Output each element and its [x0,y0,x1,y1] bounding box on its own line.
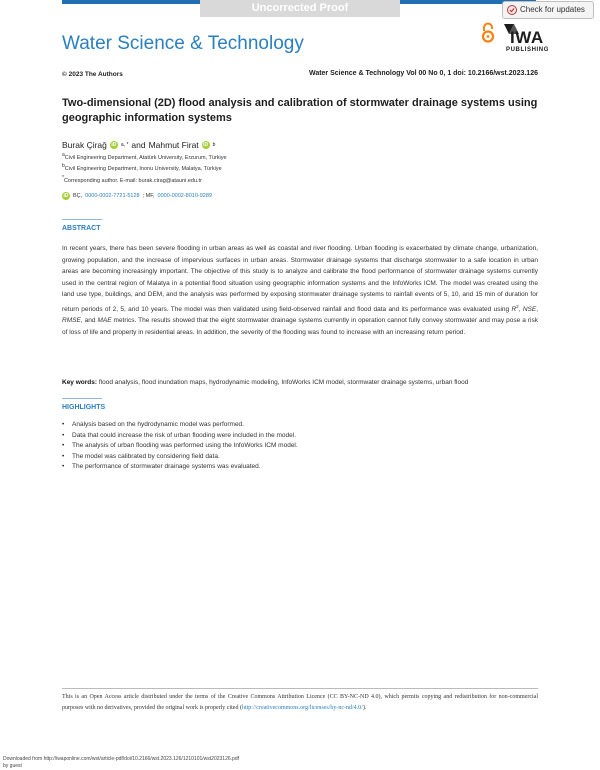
abstract-body: In recent years, there has been severe flooding in urban areas as well as coastal and river flooding. Urban flooding is exacerbated by climate change, urbanization, growing population, and the increase of impervious surfaces in urban areas. Stormwater drainage systems that discharge stormwater to a safe location in urban areas are becoming increasingly important. The objective of this study is to analyze and calibrate the flood performance of stormwater drainage systems currently used in the central region of Malatya in a potential flood situation using geographic information systems and the InfoWorks ICM. The model was created using the land use type, buildings, and DEM, and the analysis was performed by exposing stormwater drainage systems to rainfall events of 5, 10, and 15 min of duration for return periods of 2, 5, and 10 years. The model was then validated using field-observed rainfall and flood data and its performance was evaluated using $R^2$, NSE, RMSE, and MAE metrics. The results showed that the eight stormwater drainage systems currently in operation cannot fully convey stormwater and may pose a risk of loss of life and property in residential areas. In addition, the severity of the flooding was found to increase with an increasing return period. [62,245,539,336]
abstract-heading: ABSTRACT [62,225,101,232]
journal-title[interactable]: Water Science & Technology [62,33,304,54]
orcid-line [62,192,212,200]
keywords-text: flood analysis, flood inundation maps, hydrodynamic modeling, InfoWorks ICM model, stormwater drainage systems, urban flood [98,379,469,386]
crossmark-icon [507,5,517,15]
highlight-item: • Analysis based on the hydrodynamic model was performed. [62,420,298,431]
check-for-updates-label: Check for updates [520,5,585,14]
author-name[interactable]: Mahmut Firat [148,140,199,150]
affiliation-item: aCivil Engineering Department, Atatürk University, Erzurum, Türkiye [62,152,227,161]
author-marks: a, * [120,142,129,148]
license-link[interactable]: http://creativecommons.org/licenses/by-nc-nd/4.0/ [241,705,363,711]
highlights-list [62,420,298,473]
highlight-item: • Data that could increase the risk of urban flooding were included in the model. [62,431,298,442]
orcid-mf-label: ; MF, [142,193,155,199]
highlight-item: • The performance of stormwater drainage systems was evaluated. [62,462,298,473]
download-stamp: Downloaded from http://iwaponline.com/wst/article-pdf/doi/10.2166/wst.2023.126/1210101/wst2023126.pdf by guest [3,756,239,769]
orcid-icon[interactable]: iD [203,142,209,148]
orcid-bc-label: BÇ, [73,193,83,199]
copyright-notice: © 2023 The Authors [62,71,123,78]
orcid-icon[interactable]: iD [111,142,117,148]
paper-title: Two-dimensional (2D) flood analysis and calibration of stormwater drainage systems using geographic information systems [62,97,538,124]
highlights-divider [62,398,102,399]
license-notice: This is an Open Access article distributed under the terms of the Creative Commons Attribution Licence (CC BY-NC-ND 4.0), which permits copying and redistribution for non-commercial purposes with no derivatives, provided the original work is properly cited (http://creativecommons.org/licenses/by-nc-nd/4.0/). [62,694,538,711]
affiliation-item: bCivil Engineering Department, Inonu University, Malatya, Türkiye [62,163,222,173]
orcid-mf-link[interactable]: 0000-0002-8010-9289 [157,193,212,199]
abstract-divider [62,219,102,220]
keywords-label: Key words: [62,379,98,386]
orcid-icon: iD [63,193,69,199]
highlight-item: • The model was calibrated by considering field data. [62,452,298,463]
orcid-bc-link[interactable]: 0000-0002-7721-5128 [85,193,140,199]
check-for-updates-button[interactable] [502,1,594,19]
footer-divider [62,688,538,689]
iwa-logo-text: IWA [510,28,544,47]
author-marks: b [212,142,216,148]
citation-line: Water Science & Technology Vol 00 No 0, 1 doi: 10.2166/wst.2023.126 [308,70,538,77]
uncorrected-proof-banner: Uncorrected Proof [200,0,400,17]
affiliation-item: *Corresponding author. E-mail: burak.cirag@atauni.edu.tr [62,174,202,184]
iwa-logo-subtext: PUBLISHING [506,47,550,53]
keywords-line [62,379,538,386]
open-access-icon [481,22,495,44]
highlights-heading: HIGHLIGHTS [62,404,106,411]
highlight-item: • The analysis of urban flooding was performed using the InfoWorks ICM model. [62,441,298,452]
affiliations [62,151,227,185]
author-name[interactable]: Burak Çirağ [62,140,107,150]
author-connector: and [131,140,146,150]
author-list [62,140,215,150]
